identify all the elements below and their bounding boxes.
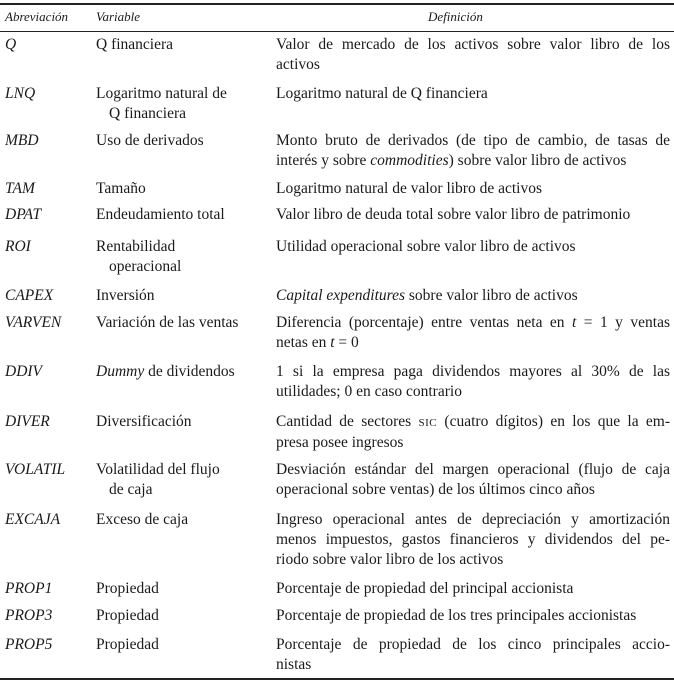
variable-line: Exceso de caja xyxy=(96,511,189,528)
definition-line xyxy=(276,460,670,480)
abbreviation-cell: DPAT xyxy=(5,206,42,223)
definition-cell xyxy=(276,635,670,675)
text-segment: riodo sobre valor libro de los activos xyxy=(276,551,504,568)
text-segment: Diferencia (porcentaje) entre ventas neta en xyxy=(276,314,573,331)
definition-cell xyxy=(276,510,670,570)
header-variable: Variable xyxy=(96,9,141,24)
definition-line xyxy=(276,382,670,402)
header-rule xyxy=(0,31,674,32)
text-segment: Utilidad operacional sobre valor libro de activos xyxy=(276,238,576,255)
text-segment: nistas xyxy=(276,656,312,673)
variable-cell xyxy=(96,606,271,626)
variable-line: Volatilidad del flujo xyxy=(96,461,220,478)
text-segment: Ingreso operacional antes de depreciación y amortización xyxy=(276,511,670,528)
definition-line xyxy=(276,433,670,453)
definition-line xyxy=(276,179,670,199)
text-segment: Logaritmo natural de Q financiera xyxy=(276,85,488,102)
text-segment: Dummy xyxy=(96,363,145,380)
abbreviation-cell: LNQ xyxy=(5,85,36,102)
variable-cell xyxy=(96,179,271,199)
variable-line: Q financiera xyxy=(109,105,187,122)
text-segment: Porcentaje de propiedad de los cinco principales accio- xyxy=(276,636,670,653)
variable-line xyxy=(96,363,235,380)
definition-line xyxy=(276,205,670,225)
definition-line xyxy=(276,35,670,55)
variable-cell xyxy=(96,412,271,432)
abbreviation-cell: PROP3 xyxy=(5,607,53,624)
text-segment: Logaritmo natural de valor libro de activos xyxy=(276,180,542,197)
variable-line: Tamaño xyxy=(96,180,146,197)
definition-cell xyxy=(276,412,670,453)
variable-line: Endeudamiento total xyxy=(96,206,225,223)
definition-line xyxy=(276,510,670,530)
variable-cell xyxy=(96,131,271,151)
variable-cell xyxy=(96,35,271,55)
variable-line: Diversificación xyxy=(96,413,192,430)
definition-line xyxy=(276,530,670,550)
definition-line xyxy=(276,606,670,626)
variable-line: Logaritmo natural de xyxy=(96,85,227,102)
definition-cell xyxy=(276,205,670,225)
definition-cell xyxy=(276,84,670,104)
bottom-rule xyxy=(0,678,674,680)
abbreviation-cell: PROP1 xyxy=(5,580,53,597)
variable-cell xyxy=(96,635,271,655)
definition-cell xyxy=(276,237,670,257)
text-segment: Porcentaje de propiedad de los tres principales accionistas xyxy=(276,607,637,624)
definition-line xyxy=(276,655,670,675)
definition-cell xyxy=(276,131,670,171)
definition-line xyxy=(276,84,670,104)
text-segment: operacional sobre ventas) de los últimos cinco años xyxy=(276,481,595,498)
text-segment: de dividendos xyxy=(144,363,235,380)
variable-cell xyxy=(96,84,271,124)
variable-cell xyxy=(96,205,271,225)
text-segment: Desviación estándar del margen operacional (flujo de caja xyxy=(276,461,670,478)
abbreviation-cell: ROI xyxy=(5,238,31,255)
text-segment: (cuatro dígitos) en los que la em- xyxy=(437,413,670,430)
definition-line xyxy=(276,286,670,306)
abbreviation-cell: PROP5 xyxy=(5,636,53,653)
abbreviation-cell: VARVEN xyxy=(5,314,62,331)
text-segment: menos impuestos, gastos financieros y dividendos del pe- xyxy=(276,531,670,548)
header-abbreviation: Abreviación xyxy=(5,9,69,24)
text-segment: Porcentaje de propiedad del principal accionista xyxy=(276,580,574,597)
text-segment: netas en xyxy=(276,334,331,351)
variable-line: Propiedad xyxy=(96,636,159,653)
definition-line xyxy=(276,362,670,382)
abbreviation-cell: EXCAJA xyxy=(5,511,61,528)
definition-line xyxy=(276,333,670,353)
text-segment: commodities xyxy=(370,152,449,169)
variable-cell xyxy=(96,237,271,277)
text-segment: ) sobre valor libro de activos xyxy=(448,152,627,169)
variable-cell xyxy=(96,460,271,500)
definition-line xyxy=(276,412,670,433)
definition-line xyxy=(276,131,670,151)
text-segment: Valor libro de deuda total sobre valor libro de patrimonio xyxy=(276,206,631,223)
text-segment: presa posee ingresos xyxy=(276,434,404,451)
variable-line: Uso de derivados xyxy=(96,132,204,149)
text-segment: t xyxy=(330,334,335,351)
text-segment: activos xyxy=(276,56,320,73)
definition-line xyxy=(276,635,670,655)
text-segment: Cantidad de sectores xyxy=(276,413,419,430)
text-segment: t xyxy=(572,314,577,331)
definition-cell xyxy=(276,286,670,306)
variable-cell xyxy=(96,362,271,382)
definition-cell xyxy=(276,606,670,626)
variable-line: Rentabilidad xyxy=(96,238,176,255)
text-segment: sobre valor libro de activos xyxy=(405,287,578,304)
text-segment: 1 si la empresa paga dividendos mayores al 30% de las xyxy=(276,363,670,380)
variable-line: operacional xyxy=(109,258,182,275)
definition-line xyxy=(276,550,670,570)
abbreviation-cell: Q xyxy=(5,36,17,53)
definition-cell xyxy=(276,179,670,199)
variable-line: de caja xyxy=(109,481,153,498)
text-segment: Monto bruto de derivados (de tipo de cambio, de tasas de xyxy=(276,132,670,149)
variable-line: Q financiera xyxy=(96,36,174,53)
variable-line: Variación de las ventas xyxy=(96,314,239,331)
text-segment: = 0 xyxy=(334,334,359,351)
variable-cell xyxy=(96,579,271,599)
text-segment: SIC xyxy=(418,417,438,429)
variable-cell xyxy=(96,510,271,530)
definition-line xyxy=(276,313,670,333)
definition-line xyxy=(276,237,670,257)
top-rule xyxy=(0,3,674,5)
text-segment: Capital expenditures xyxy=(276,287,406,304)
definition-line xyxy=(276,579,670,599)
abbreviation-cell: MBD xyxy=(5,132,39,149)
abbreviation-cell: DDIV xyxy=(5,363,43,380)
definition-line xyxy=(276,55,670,75)
variable-cell xyxy=(96,286,271,306)
abbreviation-cell: VOLATIL xyxy=(5,461,66,478)
abbreviation-cell: DIVER xyxy=(5,413,50,430)
text-segment: = 1 y ventas xyxy=(576,314,670,331)
definition-cell xyxy=(276,579,670,599)
variable-cell xyxy=(96,313,271,333)
definition-cell xyxy=(276,35,670,75)
variable-line: Propiedad xyxy=(96,607,159,624)
header-definition: Definición xyxy=(428,9,483,24)
definition-line xyxy=(276,480,670,500)
text-segment: utilidades; 0 en caso contrario xyxy=(276,383,462,400)
text-segment: interés y sobre xyxy=(276,152,371,169)
text-segment: Valor de mercado de los activos sobre valor libro de los xyxy=(276,36,670,53)
variable-line: Inversión xyxy=(96,287,155,304)
definition-line xyxy=(276,151,670,171)
variable-line: Propiedad xyxy=(96,580,159,597)
abbreviation-cell: CAPEX xyxy=(5,287,54,304)
definition-cell xyxy=(276,313,670,353)
definition-cell xyxy=(276,362,670,402)
abbreviation-cell: TAM xyxy=(5,180,35,197)
definition-cell xyxy=(276,460,670,500)
